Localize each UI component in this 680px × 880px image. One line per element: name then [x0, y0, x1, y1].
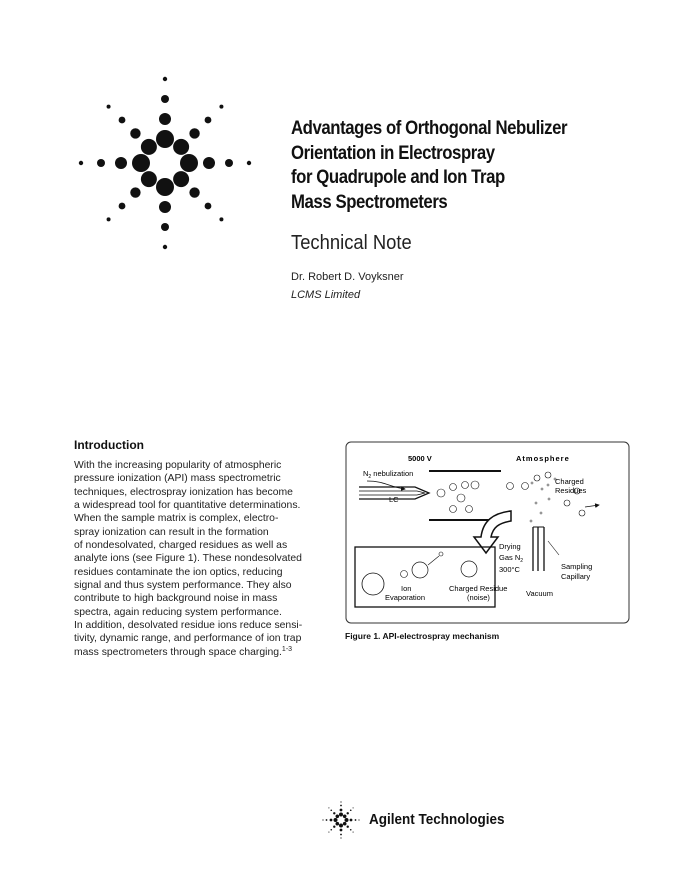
figure-caption: Figure 1. API-electrospray mechanism	[345, 631, 500, 641]
title-line-2: Orientation in Electrospray	[291, 141, 495, 164]
ion-evaporation-label-1: Ion	[401, 584, 412, 593]
intro-line: techniques, electrospray ionization has become	[74, 486, 293, 498]
intro-line: When the sample matrix is complex, electro-	[74, 513, 279, 525]
intro-line: signal and thus system performance. They also	[74, 580, 292, 592]
nebulization-label: $N_2$ nebulization	[363, 469, 414, 480]
intro-line: In addition, desolvated residue ions reduce sensi-	[74, 620, 303, 632]
charged-residues-label-1: Charged	[555, 477, 584, 486]
intro-line: a widespread tool for quantitative determinations.	[74, 500, 301, 512]
intro-line: tivity, dynamic range, and performance of ion trap	[74, 633, 302, 645]
title-line-3: for Quadrupole and Ion Trap	[291, 166, 505, 188]
intro-line: analyte ions (see Figure 1). These nondesolvated	[74, 553, 302, 565]
intro-line: spray ionization can result in the formation	[74, 526, 269, 538]
drying-gas-label-1: Drying	[499, 542, 521, 551]
charged-residue-droplet	[461, 561, 477, 577]
intro-line: pressure ionization (API) mass spectrometric	[74, 473, 281, 485]
ion-evaporation-label-2: Evaporation	[385, 593, 426, 602]
title-line-1: Advantages of Orthogonal Nebulizer	[291, 117, 568, 139]
agilent-footer-spark-icon	[322, 801, 360, 839]
author-name: Dr. Robert D. Voyksner	[291, 271, 404, 283]
drying-gas-label-2: Gas $N_2$	[499, 553, 524, 564]
introduction-heading: Introduction	[74, 438, 144, 452]
footer-brand-name: Agilent Technologies	[369, 811, 505, 828]
document-subtitle: Technical Note	[291, 232, 412, 254]
document-title	[291, 116, 651, 214]
intro-line: spectra, again reducing system performance.	[74, 606, 282, 618]
voltage-label: 5000 V	[408, 454, 432, 463]
temperature-label: 300°C	[499, 565, 520, 574]
sampling-capillary-label-2: Capillary	[561, 572, 591, 581]
agilent-spark-logo	[78, 76, 252, 250]
charged-residue-label-1: Charged Residue	[449, 584, 508, 593]
intro-line: contribute to high background noise in mass	[74, 593, 278, 605]
atmosphere-label: Atmosphere	[516, 454, 570, 463]
lc-label: LC	[389, 495, 399, 504]
figure-electrospray-diagram	[345, 441, 630, 624]
intro-line: residues contaminate the ion optics, reducing	[74, 566, 283, 578]
introduction-body	[74, 459, 326, 659]
intro-line: With the increasing popularity of atmospheric	[74, 460, 282, 471]
charged-residue-label-2: (noise)	[467, 593, 490, 602]
vacuum-label: Vacuum	[526, 589, 553, 598]
intro-line-last	[74, 646, 326, 659]
sampling-capillary-label-1: Sampling	[561, 562, 593, 571]
author-affiliation: LCMS Limited	[291, 289, 361, 301]
charged-residues-label-2: Residues	[555, 486, 587, 495]
intro-line-text: mass spectrometers through space charging.	[74, 646, 282, 658]
intro-line: of nondesolvated, charged residues as well as	[74, 540, 288, 552]
title-line-4: Mass Spectrometers	[291, 190, 448, 213]
reference-superscript: 1-3	[281, 645, 293, 653]
